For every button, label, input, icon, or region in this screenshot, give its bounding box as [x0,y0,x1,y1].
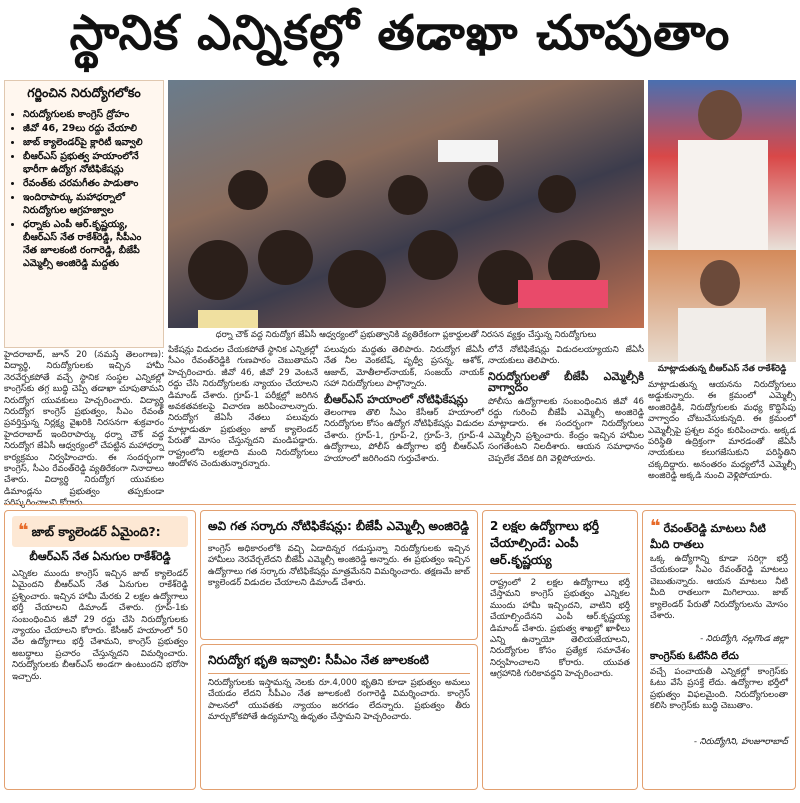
highlight-item: • నిరుద్యోగులకు కాంగ్రెస్ ద్రోహం [23,108,157,121]
article-col-1: హైదరాబాద్, జూన్ 20 (నమస్తే తెలంగాణ): విద్యార్థి, నిరుద్యోగులకు ఇచ్చిన హామీ నెరవేర్చకపోతే వచ్చే స్థానిక సంస్థల ఎన్నికల్లో కాంగ్రెస్‌కు తగ్గ బుద్ధి చెప్పి తడాఖా చూపుతామని నిరుద్యోగ యువకులు హెచ్చరించారు. విద్యార్థి నిరుద్యోగ కాంగ్రెస్ ప్రభుత్వం, సీఎం రేవంత్ ప్రవర్తిస్తున్న నిర్లక్ష్య వైఖరికి నిరసనగా శుక్రవారం హైదరాబాద్ ఇందిరాపార్కు ధర్నా చౌక్ వద్ద నిరుద్యోగ జేఏసీ ఆధ్వర్యంలో చేపట్టిన మహాధర్నా కార్యక్రమం నిర్వహించారు. ఈ సందర్భంగా కాంగ్రెస్, సీఎం రేవంత్‌రెడ్డి వ్యతిరేకంగా నినాదాలు చేశారు. విద్యార్థి నిరుద్యోగ యువకుల డిమాండ్లను ప్రభుత్వం తప్పకుండా [4,350,164,497]
box-two-lakh-jobs [482,510,638,790]
voice1-body: ఒక్క ఉద్యోగాన్ని కూడా సరిగ్గా భర్తీ చేయకుండా సీఎం రేవంత్‌రెడ్డి మాటలు చెబుతున్నారు. ఆయన మాటలు నీటి మీది రాతలుగా మిగిలాయి. జాబ్ క్యాలెండర్ పేరుతో నిరుద్యోగులను మోసం చేశారు. [650,554,788,622]
highlights-list [11,108,157,270]
box1-body: ఎన్నికల ముందు కాంగ్రెస్ ఇచ్చిన జాబ్ క్యాలెండర్ ఏమైందని బీఆర్ఎస్ నేత ఏనుగుల రాకేశ్‌రెడ్డి ప్రశ్నించారు. ఇచ్చిన హామీ మేరకు 2 లక్షల ఉద్యోగాలు భర్తీ చేయాలని డిమాండ్ చేశారు. గ్రూప్-1కు సంబంధించిన జీవో 29 రద్దు చేసి నిరుద్యోగులకు న్యాయం చేయాలని కోరారు. కేసీఆర్ హయాంలో 50 వేల ఉద్యోగాలు భర్తీ చేశామని, కాంగ్రెస్ ప్రభుత్వం అబద్ధాలు ప్రచారం చేస్తున్నదని విమర్శించారు. నిరుద్యోగులకు బీఆర్ఎస్ అండగా ఉంటుందని భరోసా ఇచ్చారు. [12,569,188,682]
voice1-sign: - నిరుద్యోగి, నల్లగొండ జిల్లా [700,634,788,644]
article-col-5: మాట్లాడుతున్న ఆయనను నిరుద్యోగులు అడ్డుకున్నారు. ఈ క్రమంలో ఎమ్మెల్సీ అంజిరెడ్డికి, నిరుద్యోగులకు మధ్య కొద్దిసేపు వాగ్వాదం చోటుచేసుకున్నది. ఈ క్రమంలో ఎమ్మెల్సీపై ప్రశ్నల వర్షం కురిపించారు. అక్కడ పరిస్థితి ఉద్రిక్తంగా మారడంతో జేఏసీ నాయకులు కలుగజేసుకుని పరిస్థితిని చక్కదిద్దారు. అనంతరం మధ్యలోనే ఎమ్మెల్సీ అంజిరెడ్డి అక్కడి నుంచి వెళ్లిపోయారు. [648,380,796,482]
section-divider [4,504,796,505]
highlight-item: • జీవో 46, 29లు రద్దు చేయాలి [23,122,157,135]
box2-title: అవి గత సర్కారు నోటిఫికేషన్లు: బీజేపీ ఎమ్మెల్సీ అంజిరెడ్డి [208,516,470,540]
page-headline: స్థానిక ఎన్నికల్లో తడాఖా చూపుతాం [69,5,731,61]
col3-intro: పలువురు మద్దతు తెలిపారు. నిరుద్యోగ జేఏసీ నేత నీల వెంకటేష్, పృథ్వీ ప్రసన్న, ఆశోక్, ఆజాద్, మోతీలాల్‌నాయక్, సంజయ్ నాయక్ సహా నిరుద్యోగులు పాల్గొన్నారు. [324,345,484,390]
box3-body: రాష్ట్రంలో 2 లక్షల ఉద్యోగాలు భర్తీ చేస్తామని కాంగ్రెస్ ప్రభుత్వం ఎన్నికల ముందు హామీ ఇచ్చిందని, వాటిని భర్తీ చేయాల్సిందేనని ఎంపీ ఆర్.కృష్ణయ్య డిమాండ్ చేశారు. ప్రభుత్వ శాఖల్లో ఖాళీలు ఎన్ని ఉన్నాయో తెలియజేయాలని, నిరుద్యోగుల కోసం ప్రత్యేక సమావేశం నిర్వహించాలని కోరారు. యువత ఆగ్రహానికి గురికావద్దని హెచ్చరించారు. [490,578,630,680]
highlight-item: • ఇందిరాపార్కు మహాధర్నాలో నిరుద్యోగుల ఆగ్రహజ్వాల [23,191,157,217]
voice2-body: వచ్చే పంచాయతీ ఎన్నికల్లో కాంగ్రెస్‌కు ఓటు వేసే ప్రసక్తే లేదు. ఉద్యోగాల భర్తీలో ప్రభుత్వం విఫలమైంది. నిరుద్యోగులంతా కలిసి కాంగ్రెస్‌కు బుద్ధి చెబుతాం. [650,667,788,712]
box1-title [12,516,188,547]
highlight-item: • రేవంత్‌కు చరమగీతం పాడుతాం [23,177,157,190]
box4-title: నిరుద్యోగ భృతి ఇవ్వాలి: సీపీఎం నేత జూలకంటి [208,650,470,674]
protest-photo [168,80,644,328]
quote-icon: ❝ [18,520,29,541]
quote-icon: ❝ [650,516,661,537]
highlights-title: గర్జించిన నిరుద్యోగలోకం [27,85,141,100]
highlights-box [4,80,164,348]
box1-subtitle: బీఆర్ఎస్ నేత ఏనుగుల రాకేశ్‌రెడ్డి [29,550,171,563]
article-col-3 [324,345,484,500]
article-col-4 [488,345,644,500]
box1-title-text: జాబ్ క్యాలెండర్ ఏమైంది?: [31,524,161,539]
box3-title: 2 లక్షల ఉద్యోగాలు భర్తీ చేయాల్సిందే: ఎంపీ ఆర్.కృష్ణయ్య [490,516,630,574]
box2-body: కాంగ్రెస్ అధికారంలోకి వచ్చి ఏడాదిన్నర గడుస్తున్నా నిరుద్యోగులకు ఇచ్చిన హామీలు నెరవేర్చలేదని బీజేపీ ఎమ్మెల్సీ అంజిరెడ్డి అన్నారు. ఈ ప్రభుత్వం ఇచ్చిన ఉద్యోగాలు గత సర్కారు నోటిఫికేషన్లు మాత్రమేనని విమర్శించారు. తక్షణమే జాబ్ క్యాలెండర్ విడుదల చేయాలని డిమాండ్ చేశారు. [208,544,470,589]
highlight-item: • బీఆర్ఎస్ ప్రభుత్వ హయాంలోనే భారీగా ఉద్యోగ నోటిఫికేషన్లు [23,150,157,176]
col4-heading: నిరుద్యోగులతో బీజేపీ ఎమ్మెల్సీకి వాగ్వాదం [488,369,644,395]
col4-intro: లోనే నోటిఫికేషన్లు విడుదలయ్యాయని జేఏసీ నాయకులు తెలిపారు. [488,345,644,367]
box-old-notifications [200,510,478,640]
box-job-calendar [4,510,196,790]
voice1-title [650,516,788,554]
col3-heading: బీఆర్ఎస్ హయాంలో నోటిఫికేషన్లు [324,392,468,406]
speaker-caption: మాట్లాడుతున్న బీఆర్ఎస్ నేత రాకేశ్‌రెడ్డి [648,364,796,376]
article-col-2: పికేషన్లు విడుదల చేయకపోతే స్థానిక ఎన్నికల్లో సీఎం రేవంత్‌రెడ్డికి గుణపాఠం చెబుతామని హెచ్చరించారు. జీవో 46, జీవో 29 వెంటనే రద్దు చేసి నిరుద్యోగులకు న్యాయం చేయాలని డిమాండ్ చేశారు. గ్రూప్-1 పరీక్షల్లో జరిగిన అవకతవకలపై విచారణ జరిపించాలన్నారు. నిరుద్యోగ జేఏసీ నేతలు పలువురు మాట్లాడుతూ ప్రభుత్వం జాబ్ క్యాలెండర్ పేరుతో మోసం చేస్తున్నదని మండిపడ్డారు. రాష్ట్రంలోని లక్షలాది మంది నిరుద్యోగులు ఆందోళన చెందుతున్నారన్నారు. [168,345,318,470]
voice2-title: కాంగ్రెస్‌కు ఓటేసేది లేదు [650,650,788,665]
inset-photo [648,250,796,362]
photo-caption: ధర్నా చౌక్ వద్ద నిరుద్యోగ జేఏసీ ఆధ్వర్యంలో ప్రభుత్వానికి వ్యతిరేకంగా ప్లకార్డులతో నిరసన వ్యక్తం చేస్తున్న నిరుద్యోగులు [168,330,644,342]
highlight-item: • జాబ్ క్యాలెండర్‌పై క్లారిటీ ఇవ్వాలి [23,136,157,149]
voice1-title-text: రేవంత్‌రెడ్డి మాటలు నీటి మీది రాతలు [650,522,766,551]
voice2-sign: - నిరుద్యోగిని, హుజూరాబాద్ [693,737,788,747]
col3-body: తెలంగాణ తొలి సీఎం కేసీఆర్ హయాంలో నిరుద్యోగుల కోసం ఉద్యోగ నోటిఫికేషన్లు విడుదల చేశారు. గ్రూప్-1, గ్రూప్-2, గ్రూప్-3, గ్రూప్-4 ఉద్యోగాలు, పోలీస్ ఉద్యోగాల భర్తీ బీఆర్ఎస్ హయాంలో జరిగిందని గుర్తుచేశారు. [324,408,484,464]
box-voices [642,510,796,790]
speaker-photo [648,80,796,250]
highlight-item: • ధర్నాకు ఎంపీ ఆర్.కృష్ణయ్య, బీఆర్ఎస్ నేత రాకేశ్‌రెడ్డి, సీపీఎం నేత జూలకంటి రంగారెడ్డి, బీజేపీ ఎమ్మెల్సీ అంజిరెడ్డి మద్దతు [23,218,157,270]
col4-body: పోలీసు ఉద్యోగాలకు సంబంధించిన జీవో 46 రద్దు గురించి బీజేపీ ఎమ్మెల్సీ అంజిరెడ్డి మాట్లాడారు. ఈ సందర్భంగా నిరుద్యోగులు ఎమ్మెల్సీని ప్రశ్నించారు. కేంద్రం ఇచ్చిన హామీల సంగతేంటని నిలదీశారు. ఆయన సమాధానం చెప్పలేక వేదిక దిగి వెళ్లిపోయారు. [488,396,644,464]
box-unemployment-allowance [200,644,478,790]
box4-body: నిరుద్యోగులకు ఇస్తామన్న నెలకు రూ.4,000 భృతిని కూడా ప్రభుత్వం అమలు చేయడం లేదని సీపీఎం నేత జూలకంటి రంగారెడ్డి విమర్శించారు. కాంగ్రెస్ పాలనలో యువతకు న్యాయం జరగడం లేదన్నారు. ప్రభుత్వం తీరు మార్చుకోకపోతే ఉద్యమాన్ని ఉధృతం చేస్తామని హెచ్చరించారు. [208,678,470,723]
